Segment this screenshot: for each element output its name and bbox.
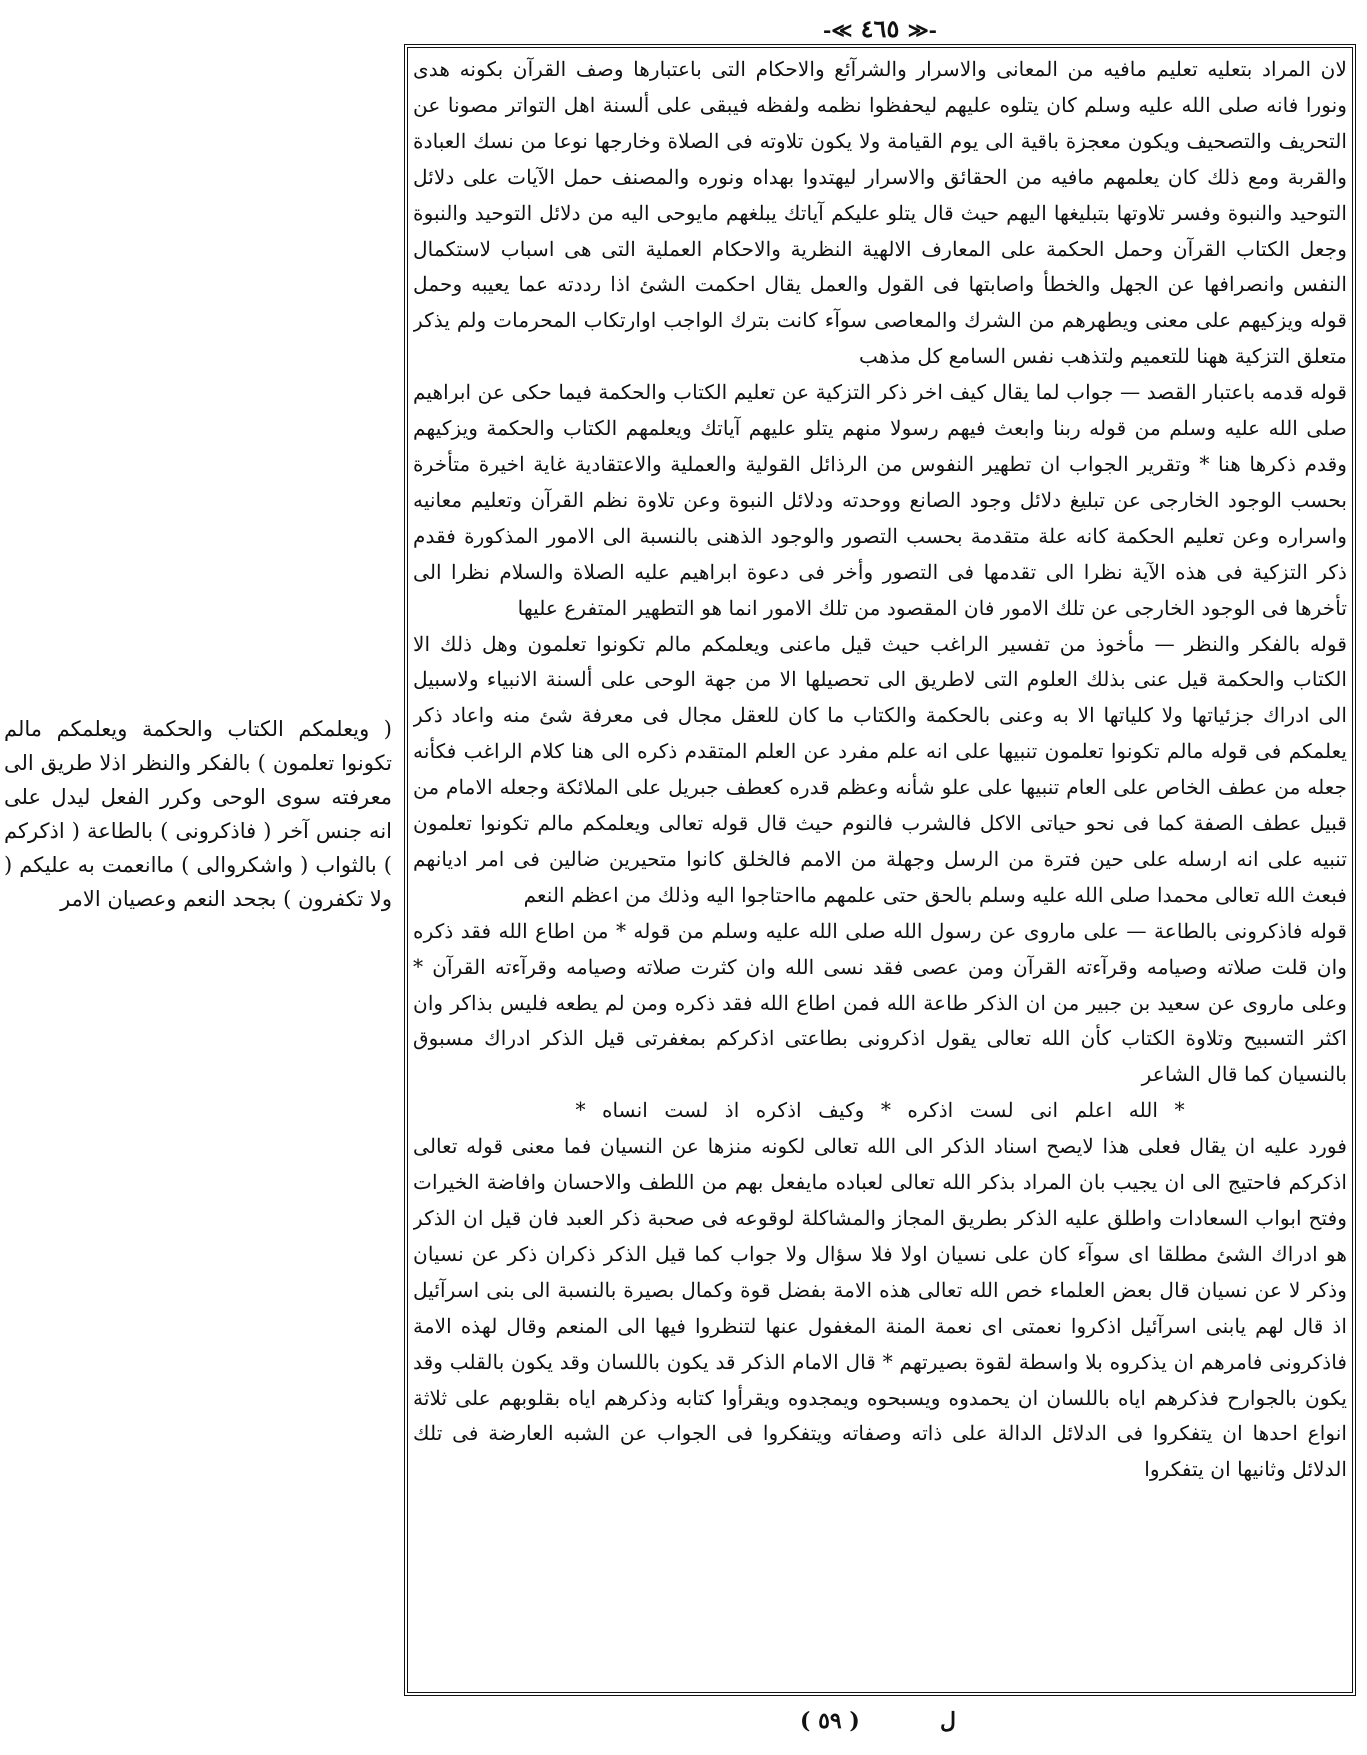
paragraph-1: لان المراد بتعليه تعليم مافيه من المعانى والاسرار والشرآئع والاحكام التى باعتبارها وصف القرآن بكونه هدى ونورا فانه صلى الله عليه وسلم كان يتلوه عليهم ليحفظوا نظمه ولفظه فيبقى على ألسنة اهل التواتر مصونا عن التحريف والتصحيف ويكون معجزة باقية الى يوم القيامة ولا يكون تلاوته فى الصلاة وخارجها نوعا من نسك العبادة والقربة ومع ذلك كان يعلمهم مافيه من الحقائق والاسرار ليهتدوا بهداه ونوره والمصنف حمل الآيات على دلائل التوحيد والنبوة وفسر تلاوتها بتبليغها اليهم حيث قال يتلو عليكم آياتك يبلغهم مايوحى اليه من دلائل التوحيد والنبوة وجعل الكتاب القرآن وحمل الحكمة على المعارف الالهية النظرية والاحكام العملية التى هى اسباب لاستكمال النفس وانصرافها عن الجهل والخطأ واصابتها فى القول والعمل يقال احكمت الشئ اذا رددته عما يعيبه وحمل قوله ويزكيهم على معنى ويطهرهم من الشرك والمعاصى سوآء كانت بترك الواجب اوارتكاب المحرمات ولم يذكر متعلق التزكية ههنا للتعميم ولتذهب نفس السامع كل مذهب — [413, 57, 1347, 369]
signature-letter: ل — [940, 1708, 956, 1734]
paragraph-3: قوله بالفكر والنظر — مأخوذ من تفسير الراغب حيث قيل ماعنى ويعلمكم مالم تكونوا تعلمون وهل ذلك الا الكتاب والحكمة قيل عنى بذلك العلوم التى لاطريق الى تحصيلها الا من جهة الوحى على ألسنة الانبياء ولاسبيل الى ادراك جزئياتها ولا كلياتها الا به وعنى بالحكمة والكتاب ما كان للعقل مجال فى معرفة شئ منه واعاد ذكر يعلمكم فى قوله مالم تكونوا تعلمون تنبيها على انه علم مفرد عن العلم المتقدم ذكره الى هنا كلام الراغب فكأنه جعله من عطف الخاص على العام تنبيها على علو شأنه وعظم قدره كعطف جبريل على الملائكة وجعله الامام من قبيل عطف الصفة كما فى نحو حياتى الاكل فالشرب فالنوم حيث قال قوله تعالى ويعلمكم مالم تكونوا تعلمون تنبيه على انه ارسله على حين فترة من الرسل وجهلة من الامم فالخلق كانوا متحيرين ضالين فى امر اديانهم فبعث الله تعالى محمدا صلى الله عليه وسلم بالحق حتى علمهم مااحتاجوا اليه وذلك من اعظم النعم — [413, 631, 1347, 907]
poem-verse: * الله اعلم انى لست اذكره * وكيف اذكره اذ لست انساه * — [575, 1098, 1185, 1123]
paragraph-5: فورد عليه ان يقال فعلى هذا لايصح اسناد الذكر الى الله تعالى لكونه منزها عن النسيان فما معنى قوله تعالى اذكركم فاحتيج الى ان يجيب بان المراد بذكر الله تعالى لعباده مايفعل بهم من اللطف والاحسان وافاضة الخيرات وفتح ابواب السعادات واطلق عليه الذكر بطريق المجاز والمشاكلة لوقوعه فى صحبة ذكر العبد فان قيل ان الذكر هو ادراك الشئ مطلقا اى سوآء كان على نسيان اولا فلا سؤال ولا جواب كما قيل الذكر ذكران ذكر عن نسيان وذكر لا عن نسيان قال بعض العلماء خص الله تعالى هذه الامة بفضل قوة وكمال بصيرة بالنسبة الى بنى اسرآئيل اذ قال لهم يابنى اسرآئيل اذكروا نعمتى اى نعمة المنة المغفول عنها لتنظروا فيها الى المنعم وقال لهذه الامة فاذكرونى فامرهم ان يذكروه بلا واسطة لقوة بصيرتهم * قال الامام الذكر قد يكون باللسان وقد يكون بالقلب وقد يكون بالجوارح فذكرهم اياه باللسان ان يحمدوه ويسبحوه ويمجدوه ويقرأوا كتابه وذكرهم اياه بقلوبهم على ثلاثة انواع احدها ان يتفكروا فى الدلائل الدالة على ذاته وصفاته ويتفكروا فى الجواب عن الشبه العارضة فى تلك الدلائل وثانيها ان يتفكروا — [413, 1134, 1347, 1482]
page-number — [800, 14, 960, 43]
signature-mark: ( ٥٩ ) — [800, 1708, 860, 1734]
page-number-text: ٤٦٥ — [860, 14, 900, 43]
ornament-left: -≪ — [823, 18, 853, 42]
margin-commentary: ( ويعلمكم الكتاب والحكمة ويعلمكم مالم تكونوا تعلمون ) بالفكر والنظر اذلا طريق الى معرفته سوى الوحى وكرر الفعل ليدل على انه جنس آخر ( فاذكرونى ) بالطاعة ( اذكركم ) بالثواب ( واشكروالى ) ماانعمت به عليكم ( ولا تكفرون ) بجحد النعم وعصيان الامر — [4, 717, 392, 911]
ornament-right: ≫- — [907, 18, 937, 42]
main-text-block — [413, 52, 1347, 1688]
paragraph-2: قوله قدمه باعتبار القصد — جواب لما يقال كيف اخر ذكر التزكية عن تعليم الكتاب والحكمة فيما حكى عن ابراهيم صلى الله عليه وسلم من قوله ربنا وابعث فيهم رسولا منهم يتلو عليهم آياتك ويعلمهم الكتاب والحكمة ويزكيهم وقدم ذكرها هنا * وتقرير الجواب ان تطهير النفوس من الرذائل القولية والعملية والاعتقادية غاية اخيرة متأخرة بحسب الوجود الخارجى عن تبليغ دلائل وجود الصانع ووحدته ودلائل النبوة وعن تلاوة نظم القرآن وتعليم معانيه واسراره وعن تعليم الحكمة كانه علة متقدمة بحسب التصور والوجود الذهنى بالنسبة الى الامور المذكورة فقدم ذكر التزكية فى هذه الآية نظرا الى تقدمها فى التصور وأخر فى دعوة ابراهيم عليه الصلاة والسلام نظرا الى تأخرها فى الوجود الخارجى عن تلك الامور فان المقصود من تلك الامور انما هو التطهير المتفرع عليها — [413, 380, 1347, 620]
paragraph-4: قوله فاذكرونى بالطاعة — على ماروى عن رسول الله صلى الله عليه وسلم من قوله * من اطاع الله فقد ذكره وان قلت صلاته وصيامه وقرآءته القرآن ومن عصى فقد نسى الله وان كثرت صلاته وصيامه وقرآءته القرآن * وعلى ماروى عن سعيد بن جبير من ان الذكر طاعة الله فمن اطاع الله فقد ذكره ومن لم يطعه فليس بذاكر وان اكثر التسبيح وتلاوة الكتاب كأن الله تعالى يقول اذكرونى بطاعتى اذكركم بمغفرتى قيل الذكر ادراك مسبوق بالنسيان كما قال الشاعر — [413, 918, 1347, 1087]
